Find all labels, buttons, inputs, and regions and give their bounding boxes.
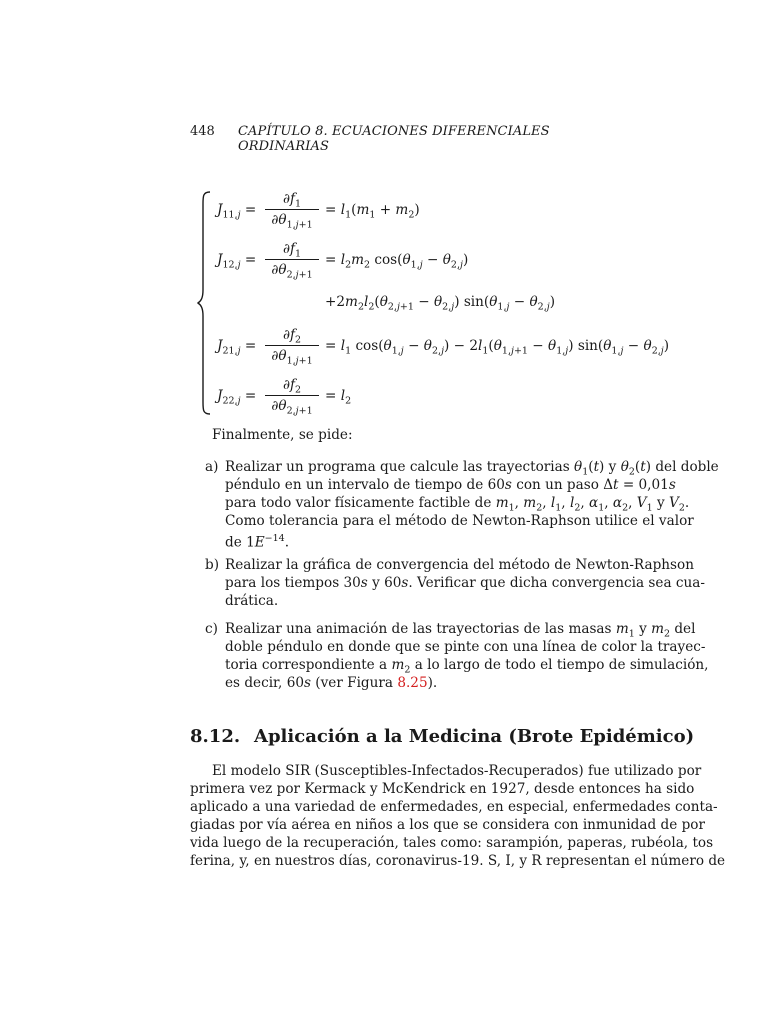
chapter-title: CAPÍTULO 8. ECUACIONES DIFERENCIALES ORDINARIAS [238,124,550,154]
section-title: Aplicación a la Medicina (Brote Epidémico) [254,726,695,747]
text-line: de $1E^{-14}$. [225,533,290,551]
sir-paragraph [190,762,726,870]
left-brace [197,190,213,416]
equation-lhs: $J_{21,j}$ = [217,338,257,357]
fraction [265,240,319,279]
text-line: drática. [225,593,279,609]
equation-rhs: = $l_1(m_1 + m_2)$ [325,202,420,221]
equation-j12-continuation: $+2m_2l_2(\theta_{2,j+1} - \theta_{2,j}) \sin(\theta_{1,j} - \theta_{2,j})$ [325,294,556,313]
section-number: 8.12. [190,726,241,747]
text-line: aplicado a una variedad de enfermedades, en especial, enfermedades conta- [190,799,718,815]
page-number: 448 [190,124,215,139]
list-item-body [225,458,719,551]
fraction [265,376,319,415]
text-line: es decir, 60s (ver Figura 8.25). [225,675,438,691]
text-line: Como tolerancia para el método de Newton-Raphson utilice el valor [225,513,694,529]
jacobian-system [197,190,670,417]
text-line: péndulo en un intervalo de tiempo de 60s con un paso Δt = 0,01s [225,477,676,493]
fraction-denominator: $\partial\theta_{1,j+1}$ [271,348,313,367]
equation-lhs: $J_{12,j}$ = [217,252,257,271]
text-line: Realizar la gráfica de convergencia del método de Newton-Raphson [225,557,694,573]
fraction-numerator: $\partial f_1$ [282,191,302,210]
fraction [265,190,319,229]
list-item-body [225,620,709,692]
fraction-bar [265,345,319,346]
text-line: para todo valor físicamente factible de $m_1$, $m_2$, $l_1$, $l_2$, $\alpha_1$, $\alpha_2$, $V_1$ y $V_2$. [225,495,690,514]
intro-text: Finalmente, se pide: [212,427,353,443]
fraction-bar [265,259,319,260]
fraction [265,326,319,365]
fraction-denominator: $\partial\theta_{2,j+1}$ [271,398,313,417]
equation-lhs: $J_{22,j}$ = [217,388,257,407]
text-line: giadas por vía aérea en niños a los que se considera con inmunidad de por [190,817,705,833]
equation-rhs: = $l_1$ $\cos(\theta_{1,j} - \theta_{2,j}) - 2l_1(\theta_{1,j+1} - \theta_{1,j}) \sin(\theta_{1,j} - \theta_{2,j})$ [325,338,670,357]
text-line: doble péndulo en donde que se pinte con una línea de color la trayec- [225,639,706,655]
text-line: Realizar un programa que calcule las trayectorias $\theta_1(t)$ y $\theta_2(t)$ del doble [225,459,719,478]
fraction-denominator: $\partial\theta_{1,j+1}$ [271,212,313,231]
text-line: para los tiempos 30s y 60s. Verificar que dicha convergencia sea cua- [225,575,705,591]
fraction-bar [265,395,319,396]
list-marker: b) [205,557,220,573]
figure-reference-link[interactable]: 8.25 [397,675,428,691]
fraction-numerator: $\partial f_2$ [282,327,302,346]
fraction-bar [265,209,319,210]
text-line: primera vez por Kermack y McKendrick en 1927, desde entonces ha sido [190,781,695,797]
equation-rhs: = $l_2$ [325,388,352,407]
text-line: ferina, y, en nuestros días, coronavirus-19. S, I, y R representan el número de [190,853,726,869]
fraction-numerator: $\partial f_1$ [282,241,302,260]
equation-rhs: = $l_2m_2$ $\cos(\theta_{1,j} - \theta_{2,j})$ [325,252,469,271]
list-marker: a) [205,459,219,475]
list-item-body [225,556,705,610]
list-marker: c) [205,621,218,637]
text-line: Realizar una animación de las trayectorias de las masas $m_1$ y $m_2$ del [225,621,696,640]
fraction-denominator: $\partial\theta_{2,j+1}$ [271,262,313,281]
equation-lhs: $J_{11,j}$ = [217,202,257,221]
text-line: vida luego de la recuperación, tales como: sarampión, paperas, rubéola, tos [190,835,714,851]
text-line: El modelo SIR (Susceptibles-Infectados-Recuperados) fue utilizado por [212,763,702,779]
text-line: toria correspondiente a $m_2$ a lo largo de todo el tiempo de simulación, [225,657,709,676]
fraction-numerator: $\partial f_2$ [282,377,302,396]
